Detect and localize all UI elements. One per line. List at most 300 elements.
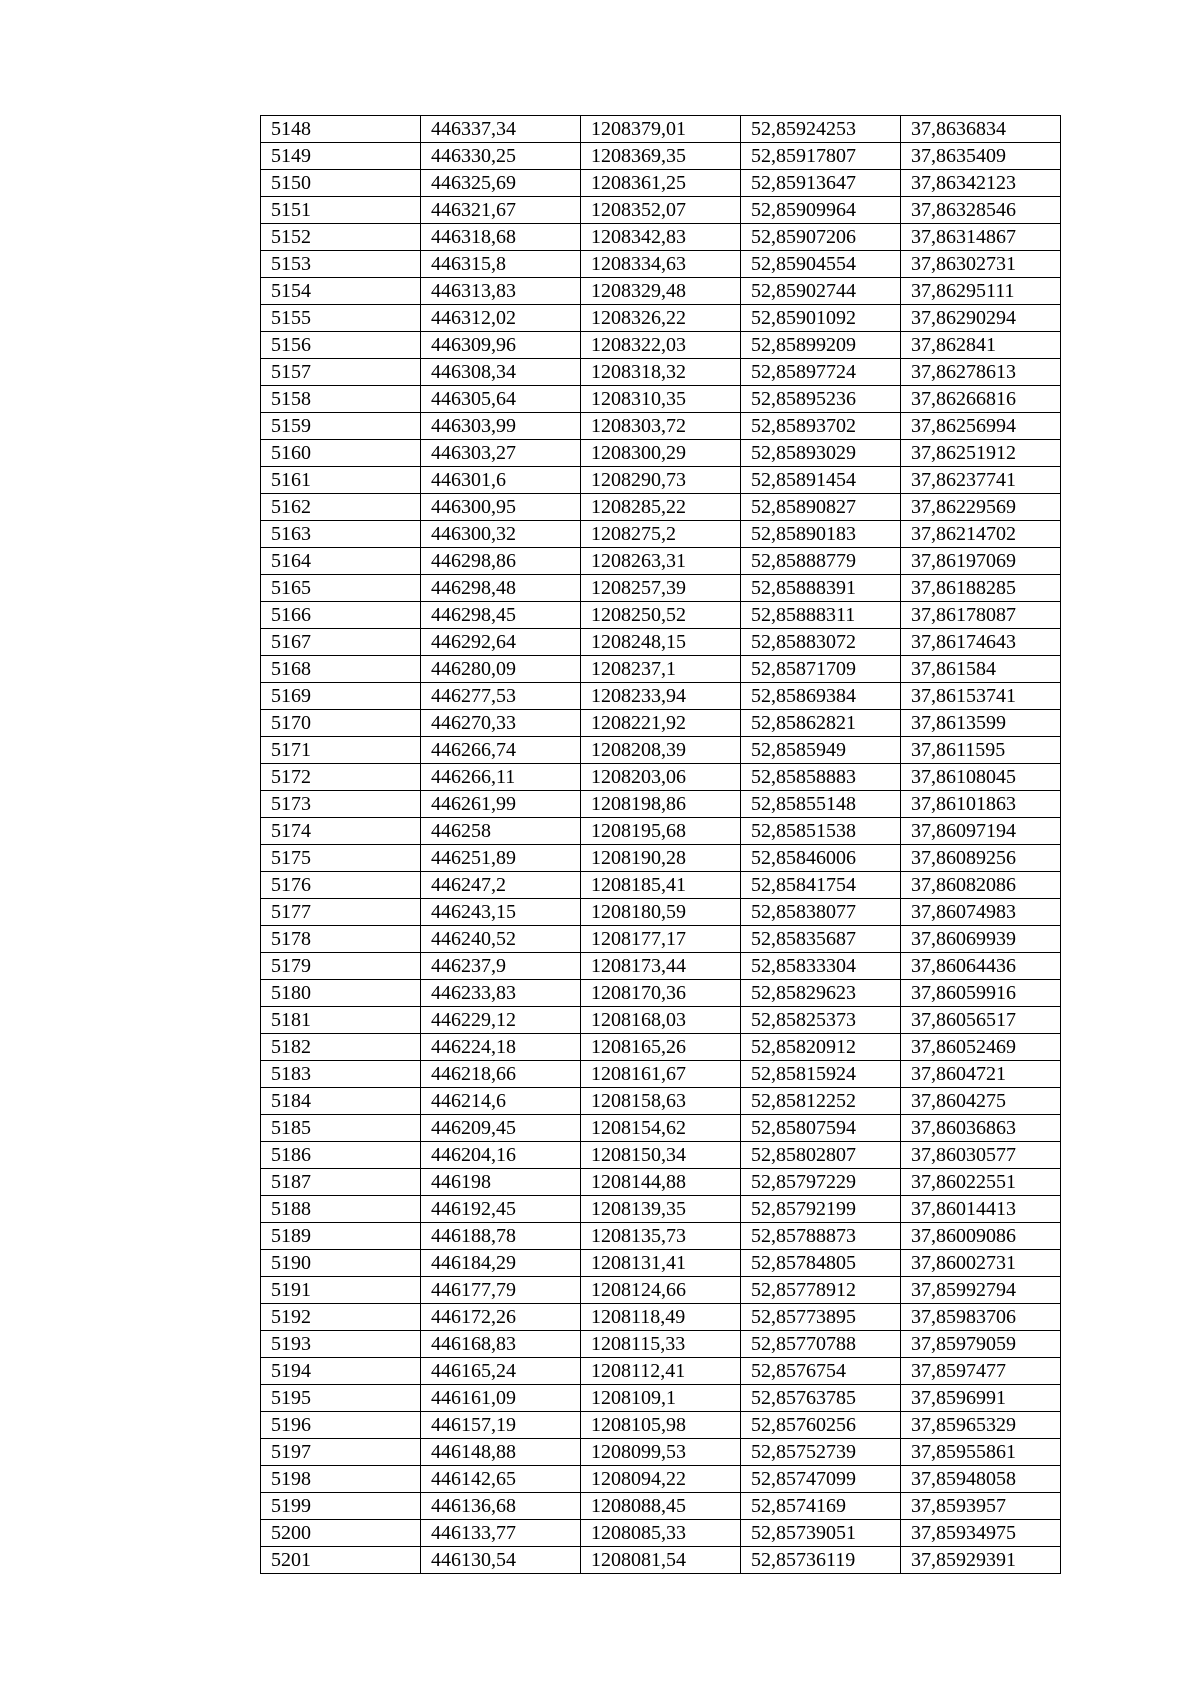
point-number-cell: 5192 (261, 1304, 421, 1331)
longitude-cell: 37,862841 (901, 332, 1061, 359)
longitude-cell: 37,86188285 (901, 575, 1061, 602)
point-number-cell: 5166 (261, 602, 421, 629)
latitude-cell: 52,85833304 (741, 953, 901, 980)
longitude-cell: 37,86178087 (901, 602, 1061, 629)
y-coordinate-cell: 1208109,1 (581, 1385, 741, 1412)
longitude-cell: 37,86014413 (901, 1196, 1061, 1223)
longitude-cell: 37,86214702 (901, 521, 1061, 548)
y-coordinate-cell: 1208124,66 (581, 1277, 741, 1304)
longitude-cell: 37,85948058 (901, 1466, 1061, 1493)
longitude-cell: 37,86059916 (901, 980, 1061, 1007)
x-coordinate-cell: 446303,99 (421, 413, 581, 440)
y-coordinate-cell: 1208135,73 (581, 1223, 741, 1250)
x-coordinate-cell: 446300,32 (421, 521, 581, 548)
y-coordinate-cell: 1208115,33 (581, 1331, 741, 1358)
point-number-cell: 5175 (261, 845, 421, 872)
x-coordinate-cell: 446315,8 (421, 251, 581, 278)
latitude-cell: 52,85736119 (741, 1547, 901, 1574)
longitude-cell: 37,86290294 (901, 305, 1061, 332)
x-coordinate-cell: 446218,66 (421, 1061, 581, 1088)
longitude-cell: 37,85992794 (901, 1277, 1061, 1304)
table-row (261, 1142, 1061, 1169)
x-coordinate-cell: 446157,19 (421, 1412, 581, 1439)
y-coordinate-cell: 1208168,03 (581, 1007, 741, 1034)
latitude-cell: 52,85913647 (741, 170, 901, 197)
longitude-cell: 37,85965329 (901, 1412, 1061, 1439)
y-coordinate-cell: 1208275,2 (581, 521, 741, 548)
point-number-cell: 5170 (261, 710, 421, 737)
table-row (261, 197, 1061, 224)
point-number-cell: 5193 (261, 1331, 421, 1358)
x-coordinate-cell: 446337,34 (421, 116, 581, 143)
table-row (261, 224, 1061, 251)
y-coordinate-cell: 1208248,15 (581, 629, 741, 656)
y-coordinate-cell: 1208173,44 (581, 953, 741, 980)
latitude-cell: 52,85888311 (741, 602, 901, 629)
latitude-cell: 52,85760256 (741, 1412, 901, 1439)
point-number-cell: 5180 (261, 980, 421, 1007)
y-coordinate-cell: 1208177,17 (581, 926, 741, 953)
table-row (261, 1412, 1061, 1439)
latitude-cell: 52,85855148 (741, 791, 901, 818)
table-row (261, 953, 1061, 980)
table-row (261, 980, 1061, 1007)
longitude-cell: 37,86022551 (901, 1169, 1061, 1196)
longitude-cell: 37,86009086 (901, 1223, 1061, 1250)
y-coordinate-cell: 1208105,98 (581, 1412, 741, 1439)
longitude-cell: 37,8611595 (901, 737, 1061, 764)
table-row (261, 251, 1061, 278)
y-coordinate-cell: 1208342,83 (581, 224, 741, 251)
x-coordinate-cell: 446298,48 (421, 575, 581, 602)
x-coordinate-cell: 446214,6 (421, 1088, 581, 1115)
latitude-cell: 52,85851538 (741, 818, 901, 845)
y-coordinate-cell: 1208263,31 (581, 548, 741, 575)
latitude-cell: 52,85893029 (741, 440, 901, 467)
table-row (261, 1277, 1061, 1304)
x-coordinate-cell: 446161,09 (421, 1385, 581, 1412)
y-coordinate-cell: 1208379,01 (581, 116, 741, 143)
table-row (261, 359, 1061, 386)
table-row (261, 1358, 1061, 1385)
longitude-cell: 37,85979059 (901, 1331, 1061, 1358)
latitude-cell: 52,85788873 (741, 1223, 901, 1250)
longitude-cell: 37,8635409 (901, 143, 1061, 170)
longitude-cell: 37,86108045 (901, 764, 1061, 791)
table-row (261, 440, 1061, 467)
x-coordinate-cell: 446177,79 (421, 1277, 581, 1304)
y-coordinate-cell: 1208318,32 (581, 359, 741, 386)
latitude-cell: 52,85825373 (741, 1007, 901, 1034)
y-coordinate-cell: 1208285,22 (581, 494, 741, 521)
y-coordinate-cell: 1208195,68 (581, 818, 741, 845)
table-row (261, 1034, 1061, 1061)
x-coordinate-cell: 446184,29 (421, 1250, 581, 1277)
x-coordinate-cell: 446300,95 (421, 494, 581, 521)
latitude-cell: 52,85869384 (741, 683, 901, 710)
x-coordinate-cell: 446298,45 (421, 602, 581, 629)
y-coordinate-cell: 1208144,88 (581, 1169, 741, 1196)
latitude-cell: 52,85802807 (741, 1142, 901, 1169)
table-row (261, 116, 1061, 143)
table-row (261, 548, 1061, 575)
point-number-cell: 5154 (261, 278, 421, 305)
latitude-cell: 52,85752739 (741, 1439, 901, 1466)
point-number-cell: 5148 (261, 116, 421, 143)
point-number-cell: 5153 (261, 251, 421, 278)
latitude-cell: 52,85807594 (741, 1115, 901, 1142)
point-number-cell: 5195 (261, 1385, 421, 1412)
point-number-cell: 5181 (261, 1007, 421, 1034)
longitude-cell: 37,86302731 (901, 251, 1061, 278)
latitude-cell: 52,85890827 (741, 494, 901, 521)
point-number-cell: 5167 (261, 629, 421, 656)
point-number-cell: 5158 (261, 386, 421, 413)
x-coordinate-cell: 446243,15 (421, 899, 581, 926)
point-number-cell: 5199 (261, 1493, 421, 1520)
point-number-cell: 5198 (261, 1466, 421, 1493)
point-number-cell: 5179 (261, 953, 421, 980)
x-coordinate-cell: 446292,64 (421, 629, 581, 656)
point-number-cell: 5185 (261, 1115, 421, 1142)
x-coordinate-cell: 446165,24 (421, 1358, 581, 1385)
point-number-cell: 5187 (261, 1169, 421, 1196)
y-coordinate-cell: 1208118,49 (581, 1304, 741, 1331)
table-row (261, 629, 1061, 656)
latitude-cell: 52,85902744 (741, 278, 901, 305)
y-coordinate-cell: 1208170,36 (581, 980, 741, 1007)
longitude-cell: 37,85934975 (901, 1520, 1061, 1547)
latitude-cell: 52,85815924 (741, 1061, 901, 1088)
longitude-cell: 37,86251912 (901, 440, 1061, 467)
coordinates-table (260, 115, 1061, 1574)
latitude-cell: 52,85890183 (741, 521, 901, 548)
x-coordinate-cell: 446266,11 (421, 764, 581, 791)
x-coordinate-cell: 446312,02 (421, 305, 581, 332)
longitude-cell: 37,8596991 (901, 1385, 1061, 1412)
longitude-cell: 37,8604721 (901, 1061, 1061, 1088)
latitude-cell: 52,8585949 (741, 737, 901, 764)
x-coordinate-cell: 446313,83 (421, 278, 581, 305)
table-row (261, 1007, 1061, 1034)
point-number-cell: 5200 (261, 1520, 421, 1547)
x-coordinate-cell: 446188,78 (421, 1223, 581, 1250)
x-coordinate-cell: 446136,68 (421, 1493, 581, 1520)
latitude-cell: 52,85784805 (741, 1250, 901, 1277)
y-coordinate-cell: 1208190,28 (581, 845, 741, 872)
x-coordinate-cell: 446209,45 (421, 1115, 581, 1142)
y-coordinate-cell: 1208198,86 (581, 791, 741, 818)
longitude-cell: 37,86036863 (901, 1115, 1061, 1142)
longitude-cell: 37,86295111 (901, 278, 1061, 305)
table-row (261, 575, 1061, 602)
y-coordinate-cell: 1208290,73 (581, 467, 741, 494)
x-coordinate-cell: 446266,74 (421, 737, 581, 764)
table-row (261, 1466, 1061, 1493)
longitude-cell: 37,85983706 (901, 1304, 1061, 1331)
point-number-cell: 5164 (261, 548, 421, 575)
x-coordinate-cell: 446305,64 (421, 386, 581, 413)
latitude-cell: 52,85763785 (741, 1385, 901, 1412)
table-row (261, 1385, 1061, 1412)
latitude-cell: 52,85797229 (741, 1169, 901, 1196)
x-coordinate-cell: 446251,89 (421, 845, 581, 872)
table-row (261, 1196, 1061, 1223)
y-coordinate-cell: 1208250,52 (581, 602, 741, 629)
y-coordinate-cell: 1208322,03 (581, 332, 741, 359)
x-coordinate-cell: 446303,27 (421, 440, 581, 467)
latitude-cell: 52,85862821 (741, 710, 901, 737)
longitude-cell: 37,86256994 (901, 413, 1061, 440)
latitude-cell: 52,85917807 (741, 143, 901, 170)
longitude-cell: 37,86082086 (901, 872, 1061, 899)
point-number-cell: 5171 (261, 737, 421, 764)
table-row (261, 305, 1061, 332)
table-row (261, 1493, 1061, 1520)
latitude-cell: 52,85871709 (741, 656, 901, 683)
point-number-cell: 5149 (261, 143, 421, 170)
point-number-cell: 5165 (261, 575, 421, 602)
point-number-cell: 5162 (261, 494, 421, 521)
y-coordinate-cell: 1208085,33 (581, 1520, 741, 1547)
table-row (261, 926, 1061, 953)
point-number-cell: 5172 (261, 764, 421, 791)
longitude-cell: 37,86229569 (901, 494, 1061, 521)
longitude-cell: 37,85929391 (901, 1547, 1061, 1574)
point-number-cell: 5150 (261, 170, 421, 197)
table-row (261, 602, 1061, 629)
y-coordinate-cell: 1208185,41 (581, 872, 741, 899)
point-number-cell: 5151 (261, 197, 421, 224)
x-coordinate-cell: 446168,83 (421, 1331, 581, 1358)
longitude-cell: 37,86056517 (901, 1007, 1061, 1034)
longitude-cell: 37,8604275 (901, 1088, 1061, 1115)
x-coordinate-cell: 446233,83 (421, 980, 581, 1007)
x-coordinate-cell: 446172,26 (421, 1304, 581, 1331)
table-row (261, 1439, 1061, 1466)
point-number-cell: 5177 (261, 899, 421, 926)
latitude-cell: 52,85846006 (741, 845, 901, 872)
point-number-cell: 5201 (261, 1547, 421, 1574)
latitude-cell: 52,85897724 (741, 359, 901, 386)
point-number-cell: 5173 (261, 791, 421, 818)
y-coordinate-cell: 1208094,22 (581, 1466, 741, 1493)
y-coordinate-cell: 1208081,54 (581, 1547, 741, 1574)
point-number-cell: 5155 (261, 305, 421, 332)
latitude-cell: 52,85792199 (741, 1196, 901, 1223)
table-row (261, 1088, 1061, 1115)
table-row (261, 1223, 1061, 1250)
y-coordinate-cell: 1208326,22 (581, 305, 741, 332)
latitude-cell: 52,85841754 (741, 872, 901, 899)
y-coordinate-cell: 1208154,62 (581, 1115, 741, 1142)
x-coordinate-cell: 446308,34 (421, 359, 581, 386)
longitude-cell: 37,86097194 (901, 818, 1061, 845)
x-coordinate-cell: 446240,52 (421, 926, 581, 953)
table-row (261, 467, 1061, 494)
table-row (261, 1250, 1061, 1277)
latitude-cell: 52,85812252 (741, 1088, 901, 1115)
table-row (261, 1331, 1061, 1358)
longitude-cell: 37,8597477 (901, 1358, 1061, 1385)
y-coordinate-cell: 1208329,48 (581, 278, 741, 305)
point-number-cell: 5160 (261, 440, 421, 467)
longitude-cell: 37,86030577 (901, 1142, 1061, 1169)
point-number-cell: 5169 (261, 683, 421, 710)
longitude-cell: 37,86064436 (901, 953, 1061, 980)
table-row (261, 494, 1061, 521)
longitude-cell: 37,8636834 (901, 116, 1061, 143)
point-number-cell: 5188 (261, 1196, 421, 1223)
y-coordinate-cell: 1208139,35 (581, 1196, 741, 1223)
x-coordinate-cell: 446198 (421, 1169, 581, 1196)
y-coordinate-cell: 1208099,53 (581, 1439, 741, 1466)
y-coordinate-cell: 1208257,39 (581, 575, 741, 602)
point-number-cell: 5190 (261, 1250, 421, 1277)
x-coordinate-cell: 446261,99 (421, 791, 581, 818)
latitude-cell: 52,85891454 (741, 467, 901, 494)
x-coordinate-cell: 446133,77 (421, 1520, 581, 1547)
x-coordinate-cell: 446309,96 (421, 332, 581, 359)
latitude-cell: 52,85888779 (741, 548, 901, 575)
table-row (261, 143, 1061, 170)
latitude-cell: 52,85895236 (741, 386, 901, 413)
latitude-cell: 52,85904554 (741, 251, 901, 278)
table-row (261, 170, 1061, 197)
y-coordinate-cell: 1208334,63 (581, 251, 741, 278)
x-coordinate-cell: 446237,9 (421, 953, 581, 980)
y-coordinate-cell: 1208131,41 (581, 1250, 741, 1277)
point-number-cell: 5159 (261, 413, 421, 440)
table-row (261, 683, 1061, 710)
point-number-cell: 5194 (261, 1358, 421, 1385)
longitude-cell: 37,86266816 (901, 386, 1061, 413)
table-row (261, 656, 1061, 683)
x-coordinate-cell: 446318,68 (421, 224, 581, 251)
table-row (261, 386, 1061, 413)
table-row (261, 278, 1061, 305)
y-coordinate-cell: 1208158,63 (581, 1088, 741, 1115)
latitude-cell: 52,85858883 (741, 764, 901, 791)
longitude-cell: 37,86074983 (901, 899, 1061, 926)
x-coordinate-cell: 446277,53 (421, 683, 581, 710)
point-number-cell: 5157 (261, 359, 421, 386)
y-coordinate-cell: 1208208,39 (581, 737, 741, 764)
point-number-cell: 5168 (261, 656, 421, 683)
table-row (261, 791, 1061, 818)
latitude-cell: 52,85747099 (741, 1466, 901, 1493)
y-coordinate-cell: 1208303,72 (581, 413, 741, 440)
latitude-cell: 52,85829623 (741, 980, 901, 1007)
latitude-cell: 52,85907206 (741, 224, 901, 251)
point-number-cell: 5174 (261, 818, 421, 845)
latitude-cell: 52,85899209 (741, 332, 901, 359)
y-coordinate-cell: 1208161,67 (581, 1061, 741, 1088)
longitude-cell: 37,86101863 (901, 791, 1061, 818)
x-coordinate-cell: 446330,25 (421, 143, 581, 170)
x-coordinate-cell: 446148,88 (421, 1439, 581, 1466)
latitude-cell: 52,85888391 (741, 575, 901, 602)
y-coordinate-cell: 1208112,41 (581, 1358, 741, 1385)
y-coordinate-cell: 1208203,06 (581, 764, 741, 791)
longitude-cell: 37,86153741 (901, 683, 1061, 710)
latitude-cell: 52,85924253 (741, 116, 901, 143)
longitude-cell: 37,86089256 (901, 845, 1061, 872)
point-number-cell: 5196 (261, 1412, 421, 1439)
x-coordinate-cell: 446258 (421, 818, 581, 845)
y-coordinate-cell: 1208361,25 (581, 170, 741, 197)
y-coordinate-cell: 1208369,35 (581, 143, 741, 170)
x-coordinate-cell: 446204,16 (421, 1142, 581, 1169)
latitude-cell: 52,85820912 (741, 1034, 901, 1061)
point-number-cell: 5186 (261, 1142, 421, 1169)
latitude-cell: 52,8576754 (741, 1358, 901, 1385)
table-row (261, 332, 1061, 359)
table-row (261, 764, 1061, 791)
point-number-cell: 5163 (261, 521, 421, 548)
longitude-cell: 37,86174643 (901, 629, 1061, 656)
y-coordinate-cell: 1208233,94 (581, 683, 741, 710)
longitude-cell: 37,86278613 (901, 359, 1061, 386)
table-row (261, 1547, 1061, 1574)
x-coordinate-cell: 446321,67 (421, 197, 581, 224)
longitude-cell: 37,86052469 (901, 1034, 1061, 1061)
latitude-cell: 52,85893702 (741, 413, 901, 440)
table-row (261, 845, 1061, 872)
x-coordinate-cell: 446130,54 (421, 1547, 581, 1574)
table-row (261, 737, 1061, 764)
x-coordinate-cell: 446192,45 (421, 1196, 581, 1223)
table-row (261, 818, 1061, 845)
longitude-cell: 37,85955861 (901, 1439, 1061, 1466)
y-coordinate-cell: 1208180,59 (581, 899, 741, 926)
x-coordinate-cell: 446142,65 (421, 1466, 581, 1493)
y-coordinate-cell: 1208352,07 (581, 197, 741, 224)
y-coordinate-cell: 1208300,29 (581, 440, 741, 467)
table-row (261, 1169, 1061, 1196)
latitude-cell: 52,85883072 (741, 629, 901, 656)
x-coordinate-cell: 446301,6 (421, 467, 581, 494)
latitude-cell: 52,8574169 (741, 1493, 901, 1520)
y-coordinate-cell: 1208221,92 (581, 710, 741, 737)
x-coordinate-cell: 446280,09 (421, 656, 581, 683)
point-number-cell: 5176 (261, 872, 421, 899)
point-number-cell: 5184 (261, 1088, 421, 1115)
x-coordinate-cell: 446247,2 (421, 872, 581, 899)
y-coordinate-cell: 1208150,34 (581, 1142, 741, 1169)
longitude-cell: 37,8613599 (901, 710, 1061, 737)
latitude-cell: 52,85739051 (741, 1520, 901, 1547)
longitude-cell: 37,86237741 (901, 467, 1061, 494)
x-coordinate-cell: 446298,86 (421, 548, 581, 575)
point-number-cell: 5152 (261, 224, 421, 251)
longitude-cell: 37,86328546 (901, 197, 1061, 224)
coordinates-table-body (261, 116, 1061, 1574)
table-row (261, 710, 1061, 737)
y-coordinate-cell: 1208165,26 (581, 1034, 741, 1061)
longitude-cell: 37,861584 (901, 656, 1061, 683)
y-coordinate-cell: 1208088,45 (581, 1493, 741, 1520)
table-row (261, 1520, 1061, 1547)
longitude-cell: 37,86342123 (901, 170, 1061, 197)
table-row (261, 521, 1061, 548)
latitude-cell: 52,85778912 (741, 1277, 901, 1304)
latitude-cell: 52,85835687 (741, 926, 901, 953)
table-row (261, 899, 1061, 926)
y-coordinate-cell: 1208237,1 (581, 656, 741, 683)
latitude-cell: 52,85838077 (741, 899, 901, 926)
point-number-cell: 5178 (261, 926, 421, 953)
